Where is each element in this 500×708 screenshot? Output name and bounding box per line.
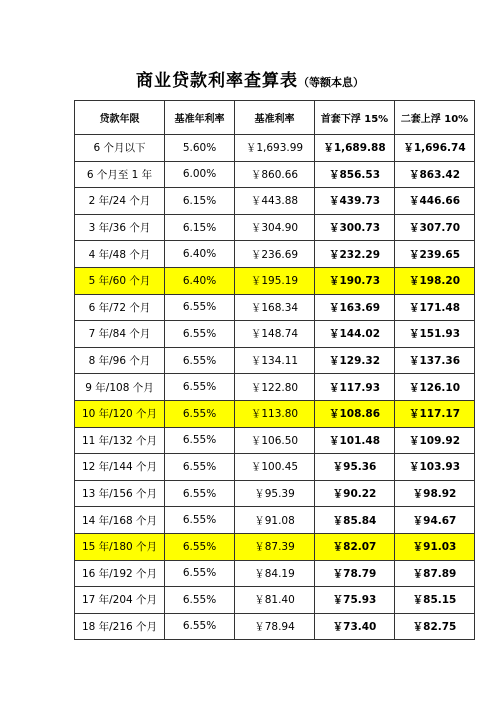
base-payment-cell: ￥860.66 bbox=[235, 161, 315, 188]
second-home-cell: ￥126.10 bbox=[395, 374, 475, 401]
term-cell: 16 年/192 个月 bbox=[75, 560, 165, 587]
header-term: 贷款年限 bbox=[75, 101, 165, 135]
rate-cell: 6.55% bbox=[165, 454, 235, 481]
first-home-cell: ￥300.73 bbox=[315, 214, 395, 241]
table-row bbox=[75, 400, 475, 427]
first-home-cell: ￥439.73 bbox=[315, 188, 395, 215]
term-cell: 6 个月至 1 年 bbox=[75, 161, 165, 188]
second-home-cell: ￥137.36 bbox=[395, 347, 475, 374]
second-home-cell: ￥307.70 bbox=[395, 214, 475, 241]
table-row bbox=[75, 533, 475, 560]
second-home-cell: ￥94.67 bbox=[395, 507, 475, 534]
base-payment-cell: ￥443.88 bbox=[235, 188, 315, 215]
table-row bbox=[75, 374, 475, 401]
term-cell: 5 年/60 个月 bbox=[75, 267, 165, 294]
table-header-row bbox=[75, 101, 475, 135]
rate-cell: 6.55% bbox=[165, 613, 235, 640]
base-payment-cell: ￥168.34 bbox=[235, 294, 315, 321]
second-home-cell: ￥82.75 bbox=[395, 613, 475, 640]
term-cell: 9 年/108 个月 bbox=[75, 374, 165, 401]
table-row bbox=[75, 294, 475, 321]
rate-cell: 6.55% bbox=[165, 400, 235, 427]
rate-cell: 6.55% bbox=[165, 533, 235, 560]
table-row bbox=[75, 507, 475, 534]
first-home-cell: ￥101.48 bbox=[315, 427, 395, 454]
rate-cell: 6.40% bbox=[165, 241, 235, 268]
base-payment-cell: ￥195.19 bbox=[235, 267, 315, 294]
second-home-cell: ￥85.15 bbox=[395, 587, 475, 614]
table-row bbox=[75, 241, 475, 268]
second-home-cell: ￥446.66 bbox=[395, 188, 475, 215]
rate-cell: 6.55% bbox=[165, 560, 235, 587]
base-payment-cell: ￥87.39 bbox=[235, 533, 315, 560]
title-sub: （等额本息） bbox=[298, 76, 364, 89]
header-base-payment: 基准利率 bbox=[235, 101, 315, 135]
base-payment-cell: ￥236.69 bbox=[235, 241, 315, 268]
first-home-cell: ￥82.07 bbox=[315, 533, 395, 560]
rate-cell: 6.55% bbox=[165, 507, 235, 534]
table-body bbox=[75, 135, 475, 640]
header-first-home: 首套下浮 15% bbox=[315, 101, 395, 135]
page-title bbox=[0, 66, 500, 91]
term-cell: 7 年/84 个月 bbox=[75, 321, 165, 348]
rate-cell: 6.55% bbox=[165, 587, 235, 614]
rate-cell: 6.55% bbox=[165, 480, 235, 507]
first-home-cell: ￥117.93 bbox=[315, 374, 395, 401]
term-cell: 13 年/156 个月 bbox=[75, 480, 165, 507]
table-row bbox=[75, 135, 475, 162]
term-cell: 11 年/132 个月 bbox=[75, 427, 165, 454]
first-home-cell: ￥232.29 bbox=[315, 241, 395, 268]
second-home-cell: ￥198.20 bbox=[395, 267, 475, 294]
second-home-cell: ￥103.93 bbox=[395, 454, 475, 481]
second-home-cell: ￥171.48 bbox=[395, 294, 475, 321]
first-home-cell: ￥75.93 bbox=[315, 587, 395, 614]
rate-cell: 6.15% bbox=[165, 214, 235, 241]
first-home-cell: ￥95.36 bbox=[315, 454, 395, 481]
table-row bbox=[75, 214, 475, 241]
first-home-cell: ￥144.02 bbox=[315, 321, 395, 348]
base-payment-cell: ￥1,693.99 bbox=[235, 135, 315, 162]
first-home-cell: ￥1,689.88 bbox=[315, 135, 395, 162]
term-cell: 3 年/36 个月 bbox=[75, 214, 165, 241]
term-cell: 2 年/24 个月 bbox=[75, 188, 165, 215]
term-cell: 18 年/216 个月 bbox=[75, 613, 165, 640]
term-cell: 6 个月以下 bbox=[75, 135, 165, 162]
rate-cell: 5.60% bbox=[165, 135, 235, 162]
table-row bbox=[75, 560, 475, 587]
term-cell: 4 年/48 个月 bbox=[75, 241, 165, 268]
second-home-cell: ￥98.92 bbox=[395, 480, 475, 507]
base-payment-cell: ￥81.40 bbox=[235, 587, 315, 614]
term-cell: 12 年/144 个月 bbox=[75, 454, 165, 481]
title-main: 商业贷款利率查算表 bbox=[136, 71, 298, 91]
table-row bbox=[75, 347, 475, 374]
loan-rate-table bbox=[74, 100, 475, 640]
table-row bbox=[75, 613, 475, 640]
term-cell: 15 年/180 个月 bbox=[75, 533, 165, 560]
base-payment-cell: ￥100.45 bbox=[235, 454, 315, 481]
first-home-cell: ￥90.22 bbox=[315, 480, 395, 507]
base-payment-cell: ￥113.80 bbox=[235, 400, 315, 427]
base-payment-cell: ￥78.94 bbox=[235, 613, 315, 640]
rate-cell: 6.55% bbox=[165, 374, 235, 401]
second-home-cell: ￥87.89 bbox=[395, 560, 475, 587]
rate-cell: 6.40% bbox=[165, 267, 235, 294]
base-payment-cell: ￥95.39 bbox=[235, 480, 315, 507]
base-payment-cell: ￥122.80 bbox=[235, 374, 315, 401]
term-cell: 8 年/96 个月 bbox=[75, 347, 165, 374]
second-home-cell: ￥109.92 bbox=[395, 427, 475, 454]
base-payment-cell: ￥134.11 bbox=[235, 347, 315, 374]
first-home-cell: ￥73.40 bbox=[315, 613, 395, 640]
table-row bbox=[75, 161, 475, 188]
table-row bbox=[75, 267, 475, 294]
header-second-home: 二套上浮 10% bbox=[395, 101, 475, 135]
base-payment-cell: ￥91.08 bbox=[235, 507, 315, 534]
rate-cell: 6.00% bbox=[165, 161, 235, 188]
first-home-cell: ￥108.86 bbox=[315, 400, 395, 427]
first-home-cell: ￥163.69 bbox=[315, 294, 395, 321]
second-home-cell: ￥239.65 bbox=[395, 241, 475, 268]
term-cell: 10 年/120 个月 bbox=[75, 400, 165, 427]
header-annual-rate: 基准年利率 bbox=[165, 101, 235, 135]
second-home-cell: ￥1,696.74 bbox=[395, 135, 475, 162]
second-home-cell: ￥863.42 bbox=[395, 161, 475, 188]
table-row bbox=[75, 454, 475, 481]
first-home-cell: ￥129.32 bbox=[315, 347, 395, 374]
rate-cell: 6.55% bbox=[165, 347, 235, 374]
first-home-cell: ￥190.73 bbox=[315, 267, 395, 294]
table-row bbox=[75, 427, 475, 454]
rate-cell: 6.15% bbox=[165, 188, 235, 215]
first-home-cell: ￥85.84 bbox=[315, 507, 395, 534]
term-cell: 6 年/72 个月 bbox=[75, 294, 165, 321]
table-row bbox=[75, 587, 475, 614]
rate-cell: 6.55% bbox=[165, 294, 235, 321]
second-home-cell: ￥91.03 bbox=[395, 533, 475, 560]
table-row bbox=[75, 321, 475, 348]
term-cell: 17 年/204 个月 bbox=[75, 587, 165, 614]
base-payment-cell: ￥304.90 bbox=[235, 214, 315, 241]
table-row bbox=[75, 480, 475, 507]
first-home-cell: ￥78.79 bbox=[315, 560, 395, 587]
second-home-cell: ￥117.17 bbox=[395, 400, 475, 427]
table-row bbox=[75, 188, 475, 215]
base-payment-cell: ￥148.74 bbox=[235, 321, 315, 348]
second-home-cell: ￥151.93 bbox=[395, 321, 475, 348]
term-cell: 14 年/168 个月 bbox=[75, 507, 165, 534]
base-payment-cell: ￥84.19 bbox=[235, 560, 315, 587]
base-payment-cell: ￥106.50 bbox=[235, 427, 315, 454]
rate-cell: 6.55% bbox=[165, 427, 235, 454]
first-home-cell: ￥856.53 bbox=[315, 161, 395, 188]
rate-cell: 6.55% bbox=[165, 321, 235, 348]
